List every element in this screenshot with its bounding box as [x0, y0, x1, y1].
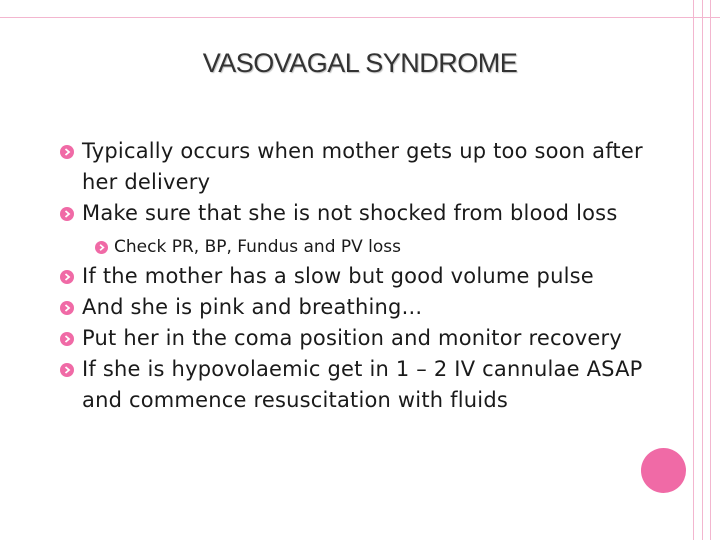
bullet-text: If the mother has a slow but good volume pulse: [82, 264, 594, 288]
decorative-pink-circle: [641, 448, 686, 493]
bullet-text: If she is hypovolaemic get in 1 – 2 IV cannulae ASAP and commence resuscitation with fluids: [82, 357, 643, 412]
pink-circle-arrow-icon: [60, 207, 74, 221]
pink-circle-arrow-icon: [60, 145, 74, 159]
bullet-text: And she is pink and breathing...: [82, 295, 423, 319]
bullet-text: Typically occurs when mother gets up too soon after her delivery: [82, 139, 643, 194]
pink-circle-arrow-icon: [60, 301, 74, 315]
border-line-top: [0, 17, 720, 18]
sub-bullet-text: Check PR, BP, Fundus and PV loss: [114, 237, 402, 257]
slide-title: VASOVAGAL SYNDROME: [202, 48, 518, 78]
bullet-item: [82, 323, 662, 354]
pink-circle-arrow-icon: [95, 241, 108, 254]
bullet-item: [82, 198, 662, 229]
bullet-text: Put her in the coma position and monitor recovery: [82, 326, 622, 350]
pink-circle-arrow-icon: [60, 270, 74, 284]
pink-circle-arrow-icon: [60, 332, 74, 346]
bullet-item: [82, 292, 662, 323]
pink-circle-arrow-icon: [60, 363, 74, 377]
bullet-item: [82, 136, 662, 198]
bullet-item: [82, 261, 662, 292]
border-line-right-inner: [693, 0, 694, 540]
border-line-right-middle: [702, 0, 703, 540]
border-line-right-outer: [710, 0, 711, 540]
sub-bullet-item: [114, 235, 662, 259]
bullet-item: [82, 354, 662, 416]
bullet-text: Make sure that she is not shocked from blood loss: [82, 201, 618, 225]
slide-content: [82, 136, 662, 416]
